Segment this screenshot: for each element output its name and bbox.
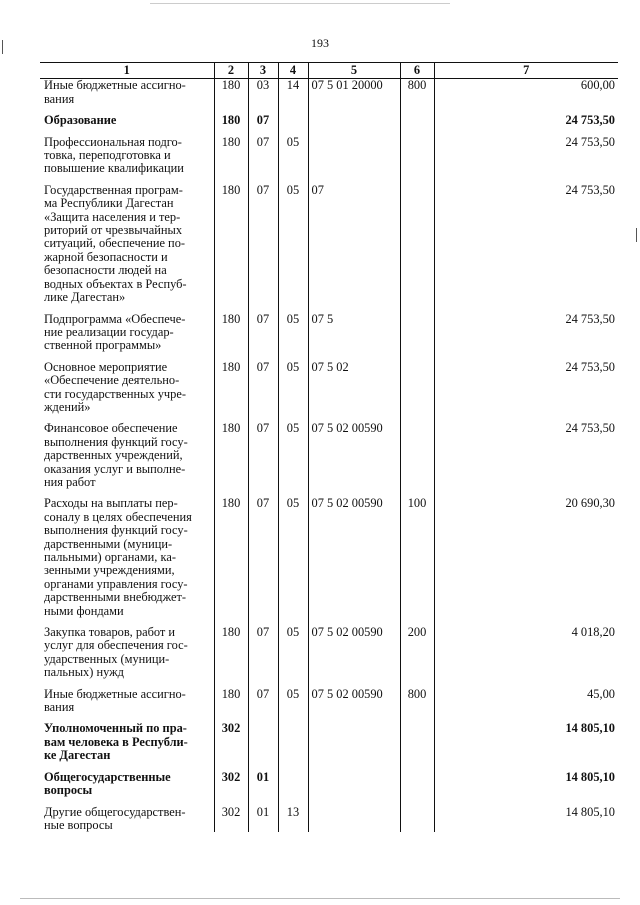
section-code-cell: 07 bbox=[248, 136, 278, 176]
expense-type-cell bbox=[400, 361, 434, 415]
subsection-code-cell: 14 bbox=[278, 79, 308, 106]
amount-cell: 14 805,10 bbox=[434, 806, 618, 833]
row-name-cell: Иные бюджетные ассигно- вания bbox=[44, 78, 186, 106]
expense-type-cell bbox=[400, 771, 434, 798]
section-code-cell: 07 bbox=[248, 313, 278, 353]
amount-cell: 20 690,30 bbox=[434, 497, 618, 618]
target-article-cell: 07 bbox=[308, 184, 400, 305]
section-code-cell: 07 bbox=[248, 688, 278, 715]
spacer-cell bbox=[400, 798, 434, 806]
subsection-code-cell: 05 bbox=[278, 497, 308, 618]
subsection-code-cell: 13 bbox=[278, 806, 308, 833]
row-name-cell: Расходы на выплаты пер- соналу в целях обеспечения выполнения функций госу- дарственными (муници- пальными) органами, ка- зенными учреждениями, органами управления госу- дарственными внебюджет- ными фондами bbox=[44, 496, 192, 618]
spacer-cell bbox=[400, 414, 434, 422]
expense-type-cell: 200 bbox=[400, 626, 434, 680]
scan-artifact-right bbox=[636, 228, 637, 242]
row-name-cell: Другие общегосударствен- ные вопросы bbox=[44, 804, 186, 832]
section-code-cell: 07 bbox=[248, 422, 278, 489]
spacer-cell bbox=[400, 305, 434, 313]
row-name-cell: Подпрограмма «Обеспече- ние реализации государ- ственной программы» bbox=[44, 311, 186, 353]
chapter-code-cell: 180 bbox=[214, 79, 248, 106]
target-article-cell: 07 5 02 00590 bbox=[308, 422, 400, 489]
expense-type-cell bbox=[400, 806, 434, 833]
amount-cell: 24 753,50 bbox=[434, 313, 618, 353]
target-article-cell: 07 5 02 00590 bbox=[308, 497, 400, 618]
section-code-cell: 07 bbox=[248, 361, 278, 415]
subsection-code-cell: 05 bbox=[278, 313, 308, 353]
target-article-cell bbox=[308, 114, 400, 127]
expense-type-cell: 100 bbox=[400, 497, 434, 618]
page-number: 193 bbox=[311, 36, 329, 50]
subsection-code-cell: 05 bbox=[278, 688, 308, 715]
chapter-code-cell: 180 bbox=[214, 688, 248, 715]
section-code-cell: 07 bbox=[248, 497, 278, 618]
expense-type-cell: 800 bbox=[400, 79, 434, 106]
spacer-cell bbox=[308, 798, 400, 806]
expense-type-cell bbox=[400, 722, 434, 762]
table-row bbox=[40, 79, 618, 106]
table-row bbox=[40, 771, 618, 798]
subsection-code-cell: 05 bbox=[278, 184, 308, 305]
amount-cell: 24 753,50 bbox=[434, 422, 618, 489]
chapter-code-cell: 180 bbox=[214, 361, 248, 415]
scan-artifact-top bbox=[150, 3, 450, 4]
subsection-code-cell: 05 bbox=[278, 626, 308, 680]
expense-type-cell bbox=[400, 136, 434, 176]
amount-cell: 24 753,50 bbox=[434, 114, 618, 127]
amount-cell: 24 753,50 bbox=[434, 136, 618, 176]
spacer-cell bbox=[400, 353, 434, 361]
amount-cell: 24 753,50 bbox=[434, 184, 618, 305]
table-row bbox=[40, 114, 618, 127]
row-spacer bbox=[40, 106, 618, 114]
chapter-code-cell: 302 bbox=[214, 806, 248, 833]
chapter-code-cell: 180 bbox=[214, 184, 248, 305]
target-article-cell bbox=[308, 722, 400, 762]
row-name-cell: Образование bbox=[44, 113, 117, 128]
chapter-code-cell: 302 bbox=[214, 771, 248, 798]
row-name-cell: Государственная програм- ма Республики Дагестан «Защита населения и тер- риторий от чрезвычайных ситуаций, обеспечение по- жарной безопасности и безопасности людей на водных объектах в Респуб- лике Дагестан» bbox=[44, 182, 187, 305]
column-header: 1 bbox=[40, 63, 214, 79]
table-row bbox=[40, 361, 618, 415]
expense-type-cell bbox=[400, 313, 434, 353]
amount-cell: 4 018,20 bbox=[434, 626, 618, 680]
section-code-cell bbox=[248, 722, 278, 762]
spacer-cell bbox=[400, 128, 434, 136]
expense-type-cell bbox=[400, 114, 434, 127]
target-article-cell: 07 5 bbox=[308, 313, 400, 353]
target-article-cell bbox=[308, 136, 400, 176]
chapter-code-cell: 180 bbox=[214, 136, 248, 176]
subsection-code-cell: 05 bbox=[278, 422, 308, 489]
table-body bbox=[40, 79, 618, 832]
expense-type-cell bbox=[400, 184, 434, 305]
row-name-cell: Финансовое обеспечение выполнения функций госу- дарственных учреждений, оказания услуг и выполне- ния работ bbox=[44, 421, 188, 489]
target-article-cell: 07 5 02 00590 bbox=[308, 688, 400, 715]
amount-cell: 14 805,10 bbox=[434, 771, 618, 798]
amount-cell: 600,00 bbox=[434, 79, 618, 106]
column-header: 2 bbox=[214, 63, 248, 79]
section-code-cell: 01 bbox=[248, 771, 278, 798]
target-article-cell bbox=[308, 771, 400, 798]
spacer-cell bbox=[308, 106, 400, 114]
spacer-cell bbox=[248, 714, 278, 722]
expense-type-cell: 800 bbox=[400, 688, 434, 715]
subsection-code-cell bbox=[278, 114, 308, 127]
chapter-code-cell: 180 bbox=[214, 114, 248, 127]
table-row bbox=[40, 422, 618, 489]
table-row bbox=[40, 806, 618, 833]
spacer-cell bbox=[400, 714, 434, 722]
spacer-cell bbox=[278, 714, 308, 722]
chapter-code-cell: 302 bbox=[214, 722, 248, 762]
spacer-cell bbox=[308, 714, 400, 722]
spacer-cell bbox=[308, 128, 400, 136]
chapter-code-cell: 180 bbox=[214, 422, 248, 489]
table-row bbox=[40, 688, 618, 715]
budget-table bbox=[40, 62, 618, 832]
spacer-cell bbox=[278, 763, 308, 771]
chapter-code-cell: 180 bbox=[214, 626, 248, 680]
target-article-cell: 07 5 01 20000 bbox=[308, 79, 400, 106]
table-header-row bbox=[40, 63, 618, 79]
row-name-cell: Закупка товаров, работ и услуг для обеспечения гос- ударственных (муници- пальных) нужд bbox=[44, 625, 188, 680]
scan-artifact-bottom bbox=[20, 898, 620, 899]
column-header: 5 bbox=[308, 63, 400, 79]
spacer-cell bbox=[400, 176, 434, 184]
table-row bbox=[40, 722, 618, 762]
table-row bbox=[40, 184, 618, 305]
section-code-cell: 07 bbox=[248, 114, 278, 127]
row-name-cell: Иные бюджетные ассигно- вания bbox=[44, 686, 186, 715]
chapter-code-cell: 180 bbox=[214, 497, 248, 618]
table-row bbox=[40, 136, 618, 176]
amount-cell: 45,00 bbox=[434, 688, 618, 715]
section-code-cell: 07 bbox=[248, 184, 278, 305]
table-row bbox=[40, 626, 618, 680]
section-code-cell: 03 bbox=[248, 79, 278, 106]
amount-cell: 14 805,10 bbox=[434, 722, 618, 762]
column-header: 6 bbox=[400, 63, 434, 79]
expense-type-cell bbox=[400, 422, 434, 489]
amount-cell: 24 753,50 bbox=[434, 361, 618, 415]
row-name-cell: Профессиональная подго- товка, переподготовка и повышение квалификации bbox=[44, 134, 184, 176]
spacer-cell bbox=[278, 106, 308, 114]
row-name-cell: Общегосударственные вопросы bbox=[44, 769, 171, 798]
row-name-cell: Уполномоченный по пра- вам человека в Республи- ке Дагестан bbox=[44, 721, 188, 763]
subsection-code-cell: 05 bbox=[278, 136, 308, 176]
spacer-cell bbox=[308, 763, 400, 771]
table-row bbox=[40, 313, 618, 353]
column-header: 4 bbox=[278, 63, 308, 79]
target-article-cell: 07 5 02 bbox=[308, 361, 400, 415]
target-article-cell bbox=[308, 806, 400, 833]
spacer-cell bbox=[400, 763, 434, 771]
target-article-cell: 07 5 02 00590 bbox=[308, 626, 400, 680]
subsection-code-cell: 05 bbox=[278, 361, 308, 415]
column-header: 7 bbox=[434, 63, 618, 79]
section-code-cell: 07 bbox=[248, 626, 278, 680]
spacer-cell bbox=[400, 106, 434, 114]
row-name-cell: Основное мероприятие «Обеспечение деятельно- сти государственных учре- ждений» bbox=[44, 359, 186, 414]
column-header: 3 bbox=[248, 63, 278, 79]
table-row bbox=[40, 497, 618, 618]
section-code-cell: 01 bbox=[248, 806, 278, 833]
subsection-code-cell bbox=[278, 771, 308, 798]
chapter-code-cell: 180 bbox=[214, 313, 248, 353]
subsection-code-cell bbox=[278, 722, 308, 762]
